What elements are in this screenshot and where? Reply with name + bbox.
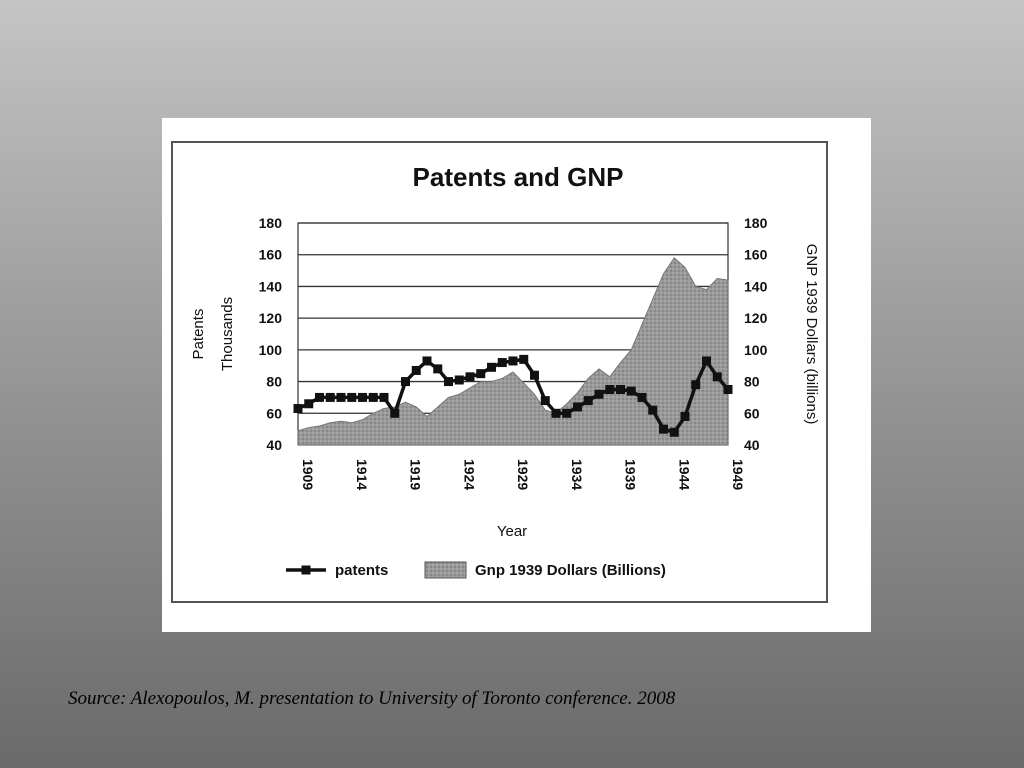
x-tick-label: 1914: [353, 459, 370, 491]
patents-point: [412, 366, 421, 375]
source-caption: Source: Alexopoulos, M. presentation to University of Toronto conference. 2008: [68, 688, 676, 709]
patents-point: [605, 385, 614, 394]
y-tick-label: 80: [266, 373, 282, 390]
legend-patents-marker: [302, 566, 311, 575]
y-tick-label: 120: [258, 310, 282, 327]
chart-panel: [162, 118, 871, 632]
patents-point: [691, 380, 700, 389]
chart-title: Patents and GNP: [412, 162, 624, 192]
x-tick-label: 1924: [461, 459, 478, 491]
x-tick-label: 1934: [568, 459, 585, 491]
chart: [162, 118, 871, 632]
patents-point: [573, 402, 582, 411]
y2-tick-label: 100: [744, 341, 768, 358]
patents-point: [487, 363, 496, 372]
patents-point: [315, 393, 324, 402]
patents-point: [681, 412, 690, 421]
y2-tick-label: 60: [744, 405, 760, 422]
patents-point: [519, 355, 528, 364]
x-axis-label: Year: [496, 523, 528, 540]
y-tick-label: 60: [266, 405, 282, 422]
patents-point: [541, 396, 550, 405]
y2-axis-label: GNP 1939 Dollars (billions): [803, 243, 820, 425]
legend-patents-label: patents: [335, 562, 389, 579]
y2-tick-label: 180: [744, 215, 768, 231]
patents-point: [433, 364, 442, 373]
y-axis-label-line2: Thousands: [219, 296, 236, 372]
patents-point: [455, 375, 464, 384]
patents-point: [347, 393, 356, 402]
patents-point: [670, 428, 679, 437]
y-tick-label: 160: [258, 246, 282, 263]
patents-point: [616, 385, 625, 394]
x-tick-label: 1919: [407, 459, 424, 491]
patents-point: [358, 393, 367, 402]
patents-point: [702, 356, 711, 365]
patents-point: [476, 369, 485, 378]
patents-point: [552, 409, 561, 418]
patents-point: [304, 399, 313, 408]
x-tick-label: 1944: [676, 459, 693, 491]
patents-point: [659, 425, 668, 434]
patents-point: [713, 372, 722, 381]
patents-point: [724, 385, 733, 394]
y-tick-label: 100: [258, 341, 282, 358]
patents-point: [498, 358, 507, 367]
patents-point: [466, 372, 475, 381]
patents-point: [627, 387, 636, 396]
x-tick-label: 1939: [622, 459, 639, 491]
patents-point: [390, 409, 399, 418]
patents-point: [562, 409, 571, 418]
y2-tick-label: 140: [744, 278, 768, 295]
y2-tick-label: 80: [744, 373, 760, 390]
y-tick-label: 140: [258, 278, 282, 295]
y2-tick-label: 120: [744, 310, 768, 327]
y-tick-label: 180: [258, 215, 282, 231]
patents-point: [401, 377, 410, 386]
y-tick-label: 40: [266, 437, 282, 453]
x-tick-label: 1929: [515, 459, 531, 491]
patents-point: [380, 393, 389, 402]
patents-point: [369, 393, 378, 402]
patents-point: [509, 356, 518, 365]
patents-point: [444, 377, 453, 386]
y2-tick-label: 160: [744, 246, 768, 263]
x-tick-label: 1909: [300, 459, 316, 491]
patents-point: [648, 406, 657, 415]
patents-point: [595, 390, 604, 399]
legend-gnp-label: Gnp 1939 Dollars (Billions): [475, 562, 666, 579]
patents-point: [638, 393, 647, 402]
y2-tick-label: 40: [744, 437, 760, 453]
patents-point: [423, 356, 432, 365]
patents-point: [530, 371, 539, 380]
patents-point: [294, 404, 303, 413]
y-axis-label-line1: Patents: [190, 308, 207, 360]
x-tick-label: 1949: [730, 459, 746, 491]
patents-point: [584, 396, 593, 405]
legend-gnp-swatch: [425, 562, 466, 578]
patents-point: [326, 393, 335, 402]
patents-point: [337, 393, 346, 402]
